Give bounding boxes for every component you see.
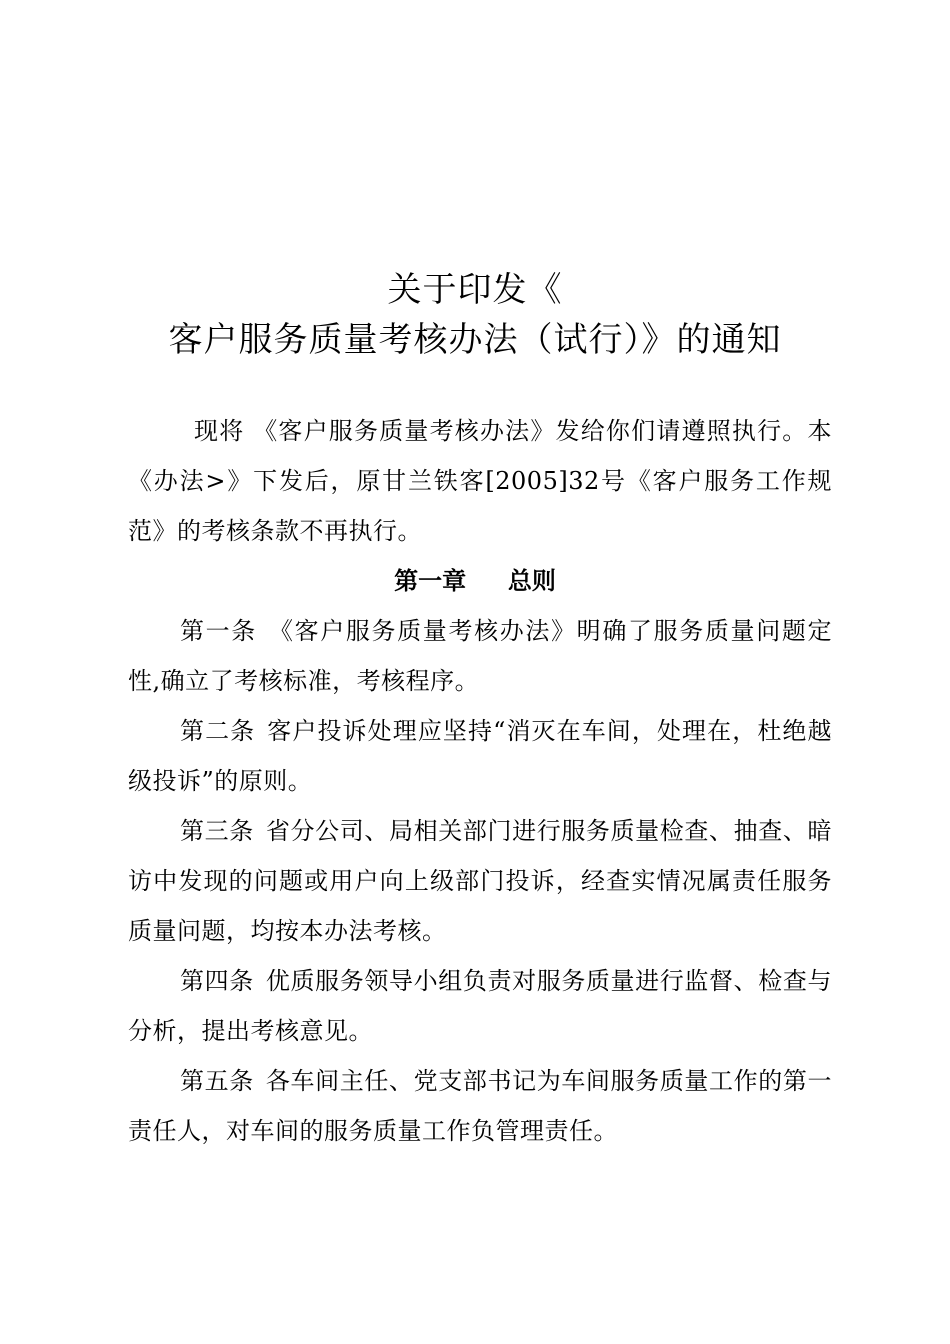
- article-5: [128, 1056, 832, 1156]
- article-2-number: 第二条: [180, 717, 256, 745]
- article-1: [128, 606, 832, 706]
- article-4: [128, 956, 832, 1056]
- intro-paragraph: 现将 《客户服务质量考核办法》发给你们请遵照执行。本《办法>》下发后，原甘兰铁客[2005]32号《客户服务工作规范》的考核条款不再执行。: [128, 417, 832, 545]
- article-2-text: 客户投诉处理应坚持“消灭在车间，处理在，杜绝越级投诉”的原则。: [128, 717, 833, 795]
- article-5-text: 各车间主任、党支部书记为车间服务质量工作的第一责任人，对车间的服务质量工作负管理责任。: [128, 1067, 833, 1145]
- chapter-heading: 第一章 总则: [394, 566, 556, 595]
- article-list: [128, 606, 832, 1156]
- article-3: [128, 806, 832, 956]
- article-3-text: 省分公司、局相关部门进行服务质量检查、抽查、暗访中发现的问题或用户向上级部门投诉，经查实情况属责任服务质量问题，均按本办法考核。: [128, 817, 833, 945]
- article-2: [128, 706, 832, 806]
- article-4-text: 优质服务领导小组负责对服务质量进行监督、检查与分析，提出考核意见。: [128, 967, 833, 1045]
- article-3-number: 第三条: [180, 817, 254, 845]
- article-1-number: 第一条: [180, 617, 257, 645]
- document-title-line-2: 客户服务质量考核办法（试行）》的通知: [168, 320, 782, 360]
- article-4-number: 第四条: [180, 967, 254, 995]
- article-1-text: 《客户服务质量考核办法》明确了服务质量问题定性,确立了考核标准，考核程序。: [128, 617, 832, 695]
- document-title-line-1: 关于印发《: [387, 270, 563, 310]
- article-5-number: 第五条: [180, 1067, 254, 1095]
